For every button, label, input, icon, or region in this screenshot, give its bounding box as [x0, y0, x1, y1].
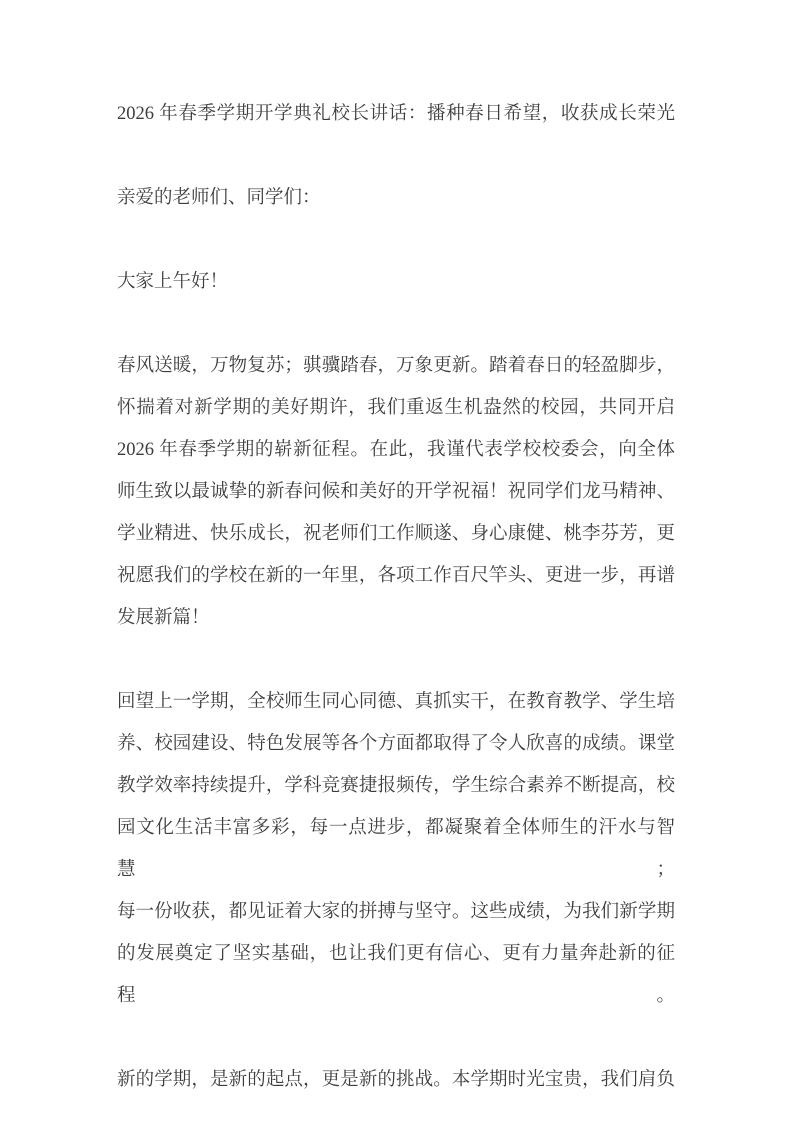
text-line: 春风送暖，万物复苏；骐骥踏春，万象更新。踏着春日的轻盈脚步， [117, 356, 675, 376]
text-line: 教学效率持续提升，学科竞赛捷报频传，学生综合素养不断提高，校 [117, 776, 675, 796]
text-line: 的发展奠定了坚实基础，也让我们更有信心、更有力量奔赴新的征程。 [117, 944, 675, 1006]
text-line: 回望上一学期，全校师生同心同德、真抓实干，在教育教学、学生培 [117, 692, 675, 712]
text-line: 亲爱的老师们、同学们： [117, 188, 321, 208]
text-line: 园文化生活丰富多彩，每一点进步，都凝聚着全体师生的汗水与智慧； [117, 818, 675, 880]
text-line: 2026 年春季学期开学典礼校长讲话：播种春日希望，收获成长荣光 [117, 104, 675, 124]
paragraph-opening [117, 345, 675, 639]
text-line: 每一份收获，都见证着大家的拼搏与坚守。这些成绩，为我们新学期 [117, 902, 675, 922]
text-line: 发展新篇！ [117, 608, 210, 628]
text-line: 2026 年春季学期的崭新征程。在此，我谨代表学校校委会，向全体 [117, 440, 675, 460]
text-line: 新的学期，是新的起点，更是新的挑战。本学期时光宝贵，我们肩负 [117, 1070, 675, 1090]
greeting [117, 261, 675, 303]
text-line: 养、校园建设、特色发展等各个方面都取得了令人欣喜的成绩。课堂 [117, 734, 675, 754]
paragraph-review [117, 681, 675, 1017]
paragraph-new-term [117, 1059, 675, 1101]
text-line: 学业精进、快乐成长，祝老师们工作顺遂、身心康健、桃李芬芳，更 [117, 524, 675, 544]
text-line: 师生致以最诚挚的新春问候和美好的开学祝福！祝同学们龙马精神、 [117, 482, 675, 502]
text-line: 大家上午好！ [117, 272, 229, 292]
text-line: 祝愿我们的学校在新的一年里，各项工作百尺竿头、更进一步，再谱 [117, 566, 675, 586]
text-line: 怀揣着对新学期的美好期许，我们重返生机盎然的校园，共同开启 [117, 398, 675, 418]
document-title [117, 93, 675, 135]
salutation [117, 177, 675, 219]
